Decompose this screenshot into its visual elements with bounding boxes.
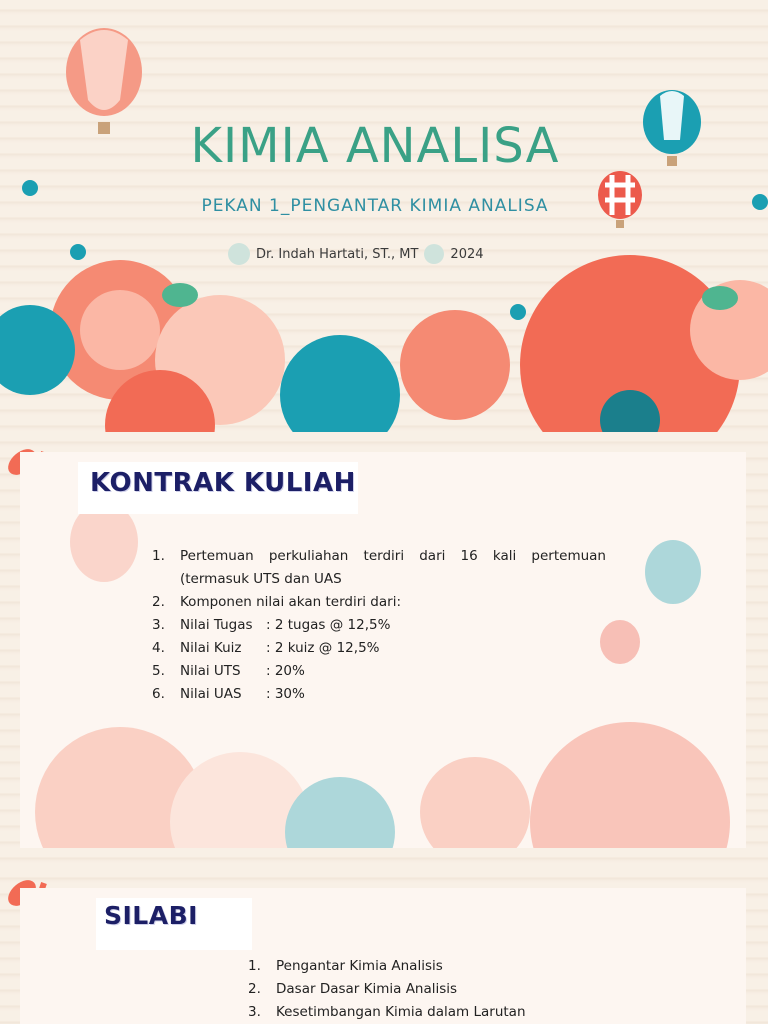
slide-heading: KONTRAK KULIAH [90,468,356,498]
year: 2024 [450,246,484,262]
user-icon [228,243,250,265]
syllabus-list [248,955,568,1024]
list-item: 1. Pengantar Kimia Analisis [248,958,443,974]
list-item: 6. Nilai UAS : 30% [152,686,305,702]
presentation-subtitle: PEKAN 1_PENGANTAR KIMIA ANALISA [201,196,549,216]
list-item: 1. Pertemuan perkuliahan terdiri dari 16 kali pertemuan (termasuk UTS dan UAS [152,548,606,587]
list-item: 2. Dasar Dasar Kimia Analisis [248,981,458,997]
title-slide [0,0,768,432]
author-line [228,243,484,265]
syllabus-slide [0,868,768,1024]
contract-list [152,545,606,706]
list-item: 2. Komponen nilai akan terdiri dari: [152,594,401,610]
list-item: 4. Nilai Kuiz : 2 kuiz @ 12,5% [152,640,380,656]
presentation-title: KIMIA ANALISA [190,118,560,174]
location-icon [424,244,444,264]
list-item: 5. Nilai UTS : 20% [152,663,305,679]
list-item: 3. Nilai Tugas : 2 tugas @ 12,5% [152,617,391,633]
floral-decoration [0,0,768,432]
contract-slide [0,432,768,868]
author-name: Dr. Indah Hartati, ST., MT [256,246,419,262]
slide-heading: SILABI [104,901,198,930]
list-item: 3. Kesetimbangan Kimia dalam Larutan [248,1004,526,1020]
